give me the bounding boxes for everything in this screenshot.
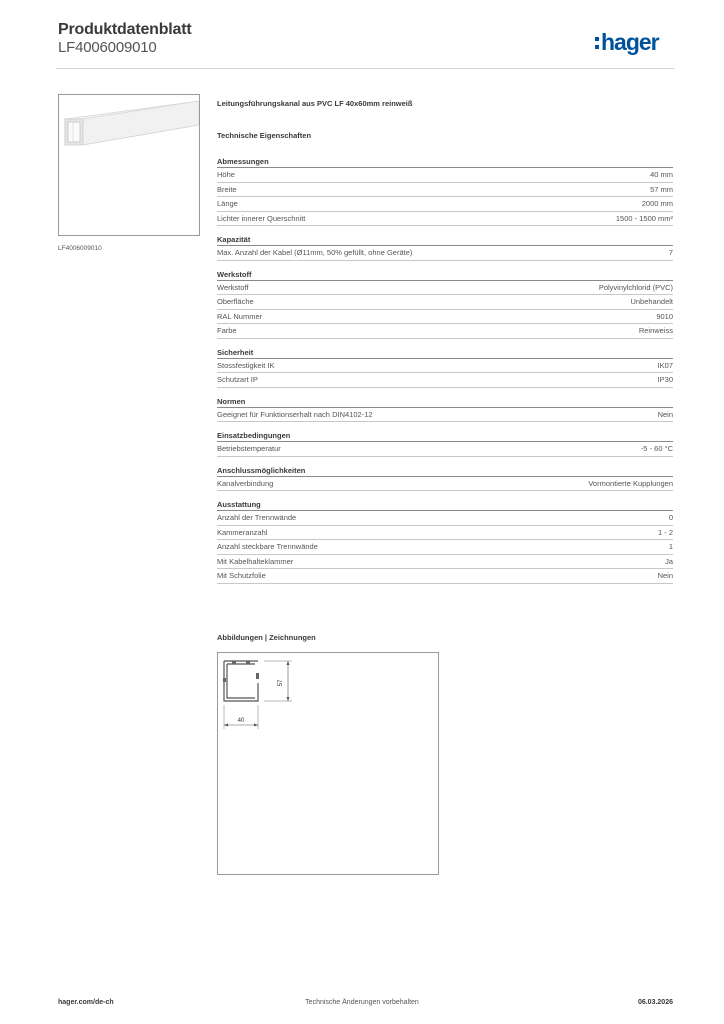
footer-date: 06.03.2026 xyxy=(637,999,673,1006)
property-value: 40 mm xyxy=(650,170,673,179)
property-value: Reinweiss xyxy=(638,326,673,335)
property-label: Anzahl steckbare Trennwände xyxy=(217,542,318,551)
property-row xyxy=(217,569,673,584)
property-label: Max. Anzahl der Kabel (Ø11mm, 50% gefüllt, ohne Geräte) xyxy=(217,248,413,257)
property-row xyxy=(217,281,673,296)
property-value: Nein xyxy=(657,571,673,580)
property-label: Lichter innerer Querschnitt xyxy=(217,213,306,223)
property-section xyxy=(217,157,673,226)
property-value: 1 - 2 xyxy=(657,527,673,537)
product-content xyxy=(217,99,673,593)
dimension-width-label: 40 xyxy=(237,718,245,724)
property-section xyxy=(217,500,673,584)
property-value: 57 mm xyxy=(650,184,673,194)
property-row xyxy=(217,526,673,541)
property-label: Geeignet für Funktionserhalt nach DIN4102-12 xyxy=(217,409,373,419)
product-image xyxy=(58,94,200,236)
property-row xyxy=(217,511,673,526)
hager-logo xyxy=(594,28,674,56)
brand-wordmark: hager xyxy=(601,29,659,55)
property-value: 7 xyxy=(668,248,673,257)
property-label: Werkstoff xyxy=(217,282,249,292)
property-row xyxy=(217,442,673,457)
property-label: Kanalverbindung xyxy=(217,478,274,488)
property-section xyxy=(217,466,673,492)
property-value: Polyvinylchlorid (PVC) xyxy=(598,282,673,292)
property-label: Höhe xyxy=(217,170,235,179)
property-label: Oberfläche xyxy=(217,297,254,306)
property-row xyxy=(217,324,673,339)
property-section xyxy=(217,348,673,388)
property-label: Anzahl der Trennwände xyxy=(217,513,297,522)
property-label: Kammeranzahl xyxy=(217,527,268,537)
property-label: Mit Kabelhalteklammer xyxy=(217,556,294,566)
property-row xyxy=(217,212,673,227)
section-heading: Kapazität xyxy=(217,235,673,246)
section-heading: Einsatzbedingungen xyxy=(217,431,673,442)
property-value: IP30 xyxy=(657,375,673,384)
property-row xyxy=(217,555,673,570)
property-value: Unbehandelt xyxy=(630,297,673,306)
section-heading: Anschlussmöglichkeiten xyxy=(217,466,673,477)
property-section xyxy=(217,431,673,457)
property-value: -5 - 60 °C xyxy=(640,444,673,453)
property-row xyxy=(217,408,673,423)
property-value: Nein xyxy=(657,409,673,419)
header-divider xyxy=(56,68,674,69)
technical-properties-heading: Technische Eigenschaften xyxy=(217,131,312,140)
property-value: 1 xyxy=(668,542,673,551)
footer-notice: Technische Änderungen vorbehalten xyxy=(305,999,419,1006)
product-code: LF4006009010 xyxy=(58,39,157,56)
property-value: IK07 xyxy=(657,360,673,370)
property-row xyxy=(217,359,673,374)
property-label: Stossfestigkeit IK xyxy=(217,360,275,370)
property-value: 1500 - 1500 mm² xyxy=(615,213,673,223)
property-value: Vormontierte Kupplungen xyxy=(588,478,673,488)
footer-website[interactable]: hager.com/de-ch xyxy=(58,999,114,1006)
drawings-heading: Abbildungen | Zeichnungen xyxy=(217,633,316,642)
property-section xyxy=(217,270,673,339)
property-label: Breite xyxy=(217,184,237,194)
cross-section-drawing xyxy=(218,653,440,876)
product-title: Leitungsführungskanal aus PVC LF 40x60mm reinweiß xyxy=(217,99,413,108)
property-row xyxy=(217,246,673,261)
property-row xyxy=(217,540,673,555)
property-label: Länge xyxy=(217,199,238,208)
property-value: Ja xyxy=(665,556,673,566)
section-heading: Normen xyxy=(217,397,673,408)
property-value: 0 xyxy=(668,513,673,522)
property-row xyxy=(217,183,673,198)
section-heading: Sicherheit xyxy=(217,348,673,359)
product-image-caption: LF4006009010 xyxy=(58,245,102,252)
property-row xyxy=(217,477,673,492)
section-heading: Ausstattung xyxy=(217,500,673,511)
property-row xyxy=(217,373,673,388)
property-row xyxy=(217,197,673,212)
property-row xyxy=(217,310,673,325)
property-section xyxy=(217,397,673,423)
drawing-frame xyxy=(217,652,439,875)
property-value: 9010 xyxy=(656,311,673,321)
property-label: Mit Schutzfolie xyxy=(217,571,266,580)
property-section xyxy=(217,235,673,261)
section-heading: Werkstoff xyxy=(217,270,673,281)
property-label: RAL Nummer xyxy=(217,311,263,321)
property-value: 2000 mm xyxy=(641,199,673,208)
dimension-height-label: 57 xyxy=(278,679,284,687)
property-label: Betriebstemperatur xyxy=(217,444,281,453)
property-row xyxy=(217,295,673,310)
section-heading: Abmessungen xyxy=(217,157,673,168)
property-label: Farbe xyxy=(217,326,237,335)
property-row xyxy=(217,168,673,183)
page-title: Produktdatenblatt xyxy=(58,21,192,38)
properties-sections xyxy=(217,157,673,584)
property-label: Schutzart IP xyxy=(217,375,258,384)
